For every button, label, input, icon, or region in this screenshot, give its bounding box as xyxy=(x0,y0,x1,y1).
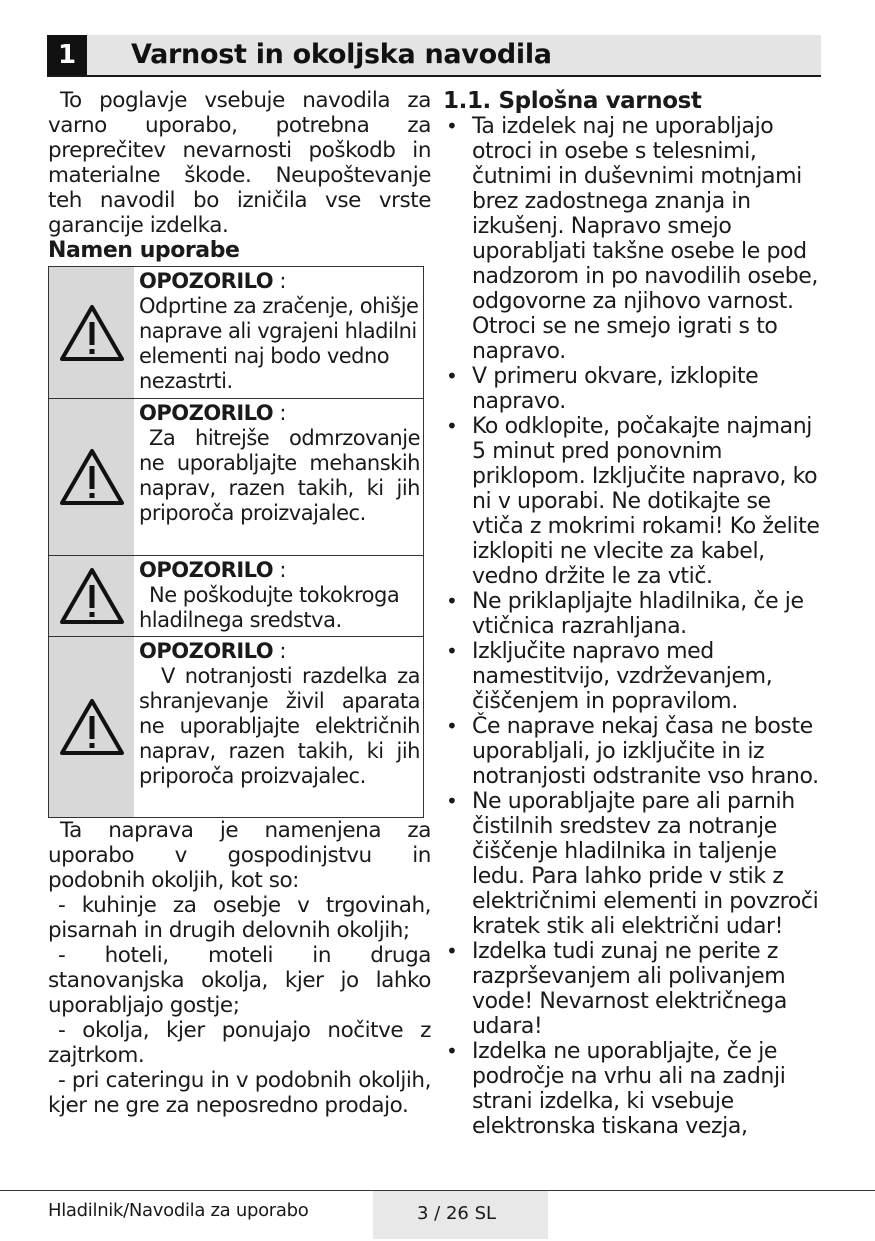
safety-bullet-list xyxy=(443,114,825,1139)
warning-triangle-icon xyxy=(59,448,125,506)
footer-page-number: 3 / 26 SL xyxy=(373,1191,548,1239)
warning-colon: : xyxy=(273,269,286,293)
left-column xyxy=(48,88,431,1118)
warning-text xyxy=(134,637,423,817)
warning-triangle-icon xyxy=(59,698,125,756)
bullet-text: Izdelka ne uporabljajte, če je področje na vrhu ali na zadnji strani izdelka, ki vsebuje elektronska tiskana vezja, xyxy=(472,1039,786,1139)
bullet-icon: • xyxy=(446,114,458,138)
warning-triangle-icon xyxy=(59,304,125,362)
warning-icon-cell xyxy=(49,267,134,398)
list-item xyxy=(443,789,825,939)
warnings-table xyxy=(48,266,424,818)
warning-text xyxy=(134,399,423,555)
list-item xyxy=(443,414,825,589)
footer-doc-title: Hladilnik/Navodila za uporabo xyxy=(48,1200,309,1221)
bullet-text: Ne uporabljajte pare ali parnih čistilnih sredstev za notranje čiščenje hladilnika in taljenje ledu. Para lahko pride v stik z električnimi elementi in povzroči kratek stik ali električni udar! xyxy=(472,789,819,939)
warning-body: Odprtine za zračenje, ohišje naprave ali vgrajeni hladilni elementi naj bodo vedno nezastrti. xyxy=(139,294,419,393)
usage-item: - okolja, kjer ponujajo nočitve z zajtrkom. xyxy=(48,1018,431,1068)
bullet-icon: • xyxy=(446,714,458,738)
warning-text xyxy=(134,556,423,636)
bullet-text: Če naprave nekaj časa ne boste uporabljali, jo izključite in iz notranjosti odstranite vso hrano. xyxy=(472,714,819,789)
list-item xyxy=(443,114,825,364)
usage-list xyxy=(48,893,431,1118)
usage-intro: Ta naprava je namenjena za uporabo v gospodinjstvu in podobnih okoljih, kot so: xyxy=(48,818,431,893)
bullet-text: Ne priklapljajte hladilnika, če je vtičnica razrahljana. xyxy=(472,589,804,639)
section-header xyxy=(47,35,821,77)
usage-item: - hoteli, moteli in druga stanovanjska okolja, kjer jo lahko uporabljajo gostje; xyxy=(48,943,431,1018)
warning-title: OPOZORILO xyxy=(139,401,274,425)
warning-title: OPOZORILO xyxy=(139,639,274,663)
warning-row xyxy=(49,555,423,636)
warning-colon: : xyxy=(273,639,286,663)
list-item xyxy=(443,939,825,1039)
bullet-text: Ko odklopite, počakajte najmanj 5 minut pred ponovnim priklopom. Izključite napravo, ko ni v uporabi. Ne dotikajte se vtiča z mokrimi rokami! Ko želite izklopiti ne vlecite za kabel, vedno držite le za vtič. xyxy=(472,414,820,589)
warning-colon: : xyxy=(273,401,286,425)
bullet-icon: • xyxy=(446,364,458,388)
warning-icon-cell xyxy=(49,637,134,817)
warning-title: OPOZORILO xyxy=(139,269,274,293)
list-item xyxy=(443,714,825,789)
bullet-icon: • xyxy=(446,1039,458,1063)
section-number: 1 xyxy=(47,35,87,75)
warning-text xyxy=(134,267,423,398)
bullet-text: Izključite napravo med namestitvijo, vzdrževanjem, čiščenjem in popravilom. xyxy=(472,639,773,714)
list-item xyxy=(443,1039,825,1139)
bullet-icon: • xyxy=(446,589,458,613)
bullet-icon: • xyxy=(446,939,458,963)
bullet-icon: • xyxy=(446,639,458,663)
usage-item: - pri cateringu in v podobnih okoljih, kjer ne gre za neposredno prodajo. xyxy=(48,1068,431,1118)
warning-row xyxy=(49,636,423,817)
warning-row xyxy=(49,267,423,398)
section-title: Varnost in okoljska navodila xyxy=(131,39,552,70)
bullet-text: Ta izdelek naj ne uporabljajo otroci in osebe s telesnimi, čutnimi in duševnimi motnjami brez zadostnega znanja in izkušenj. Napravo smejo uporabljati takšne osebe le pod nadzorom in po navodilih osebe, odgovorne za njihovo varnost. Otroci se ne smejo igrati s to napravo. xyxy=(472,114,819,364)
bullet-text: Izdelka tudi zunaj ne perite z razprševanjem ali polivanjem vode! Nevarnost električnega udara! xyxy=(472,939,787,1039)
general-safety-heading: 1.1. Splošna varnost xyxy=(443,88,702,114)
usage-item: - kuhinje za osebje v trgovinah, pisarnah in drugih delovnih okoljih; xyxy=(48,893,431,943)
warning-triangle-icon xyxy=(59,567,125,625)
warning-body: Ne poškodujte tokokroga hladilnega sredstva. xyxy=(139,583,400,632)
list-item xyxy=(443,364,825,414)
warning-body: Za hitrejše odmrzovanje ne uporabljajte mehanskih naprav, razen takih, ki jih priporoča proizvajalec. xyxy=(139,426,420,525)
right-column xyxy=(443,88,825,1139)
warning-body: V notranjosti razdelka za shranjevanje živil aparata ne uporabljajte električnih naprav, razen takih, ki jih priporoča proizvajalec. xyxy=(139,664,420,788)
warning-title: OPOZORILO xyxy=(139,558,274,582)
bullet-text: V primeru okvare, izklopite napravo. xyxy=(472,364,759,414)
bullet-icon: • xyxy=(446,414,458,438)
intro-paragraph: To poglavje vsebuje navodila za varno uporabo, potrebna za preprečitev nevarnosti poškodb in materialne škode. Neupoštevanje teh navodil bo izničila vse vrste garancije izdelka. xyxy=(48,88,431,238)
list-item xyxy=(443,639,825,714)
list-item xyxy=(443,589,825,639)
bullet-icon: • xyxy=(446,789,458,813)
warning-colon: : xyxy=(273,558,286,582)
intended-use-heading: Namen uporabe xyxy=(48,238,240,263)
warning-icon-cell xyxy=(49,399,134,555)
warning-icon-cell xyxy=(49,556,134,636)
warning-row xyxy=(49,398,423,555)
